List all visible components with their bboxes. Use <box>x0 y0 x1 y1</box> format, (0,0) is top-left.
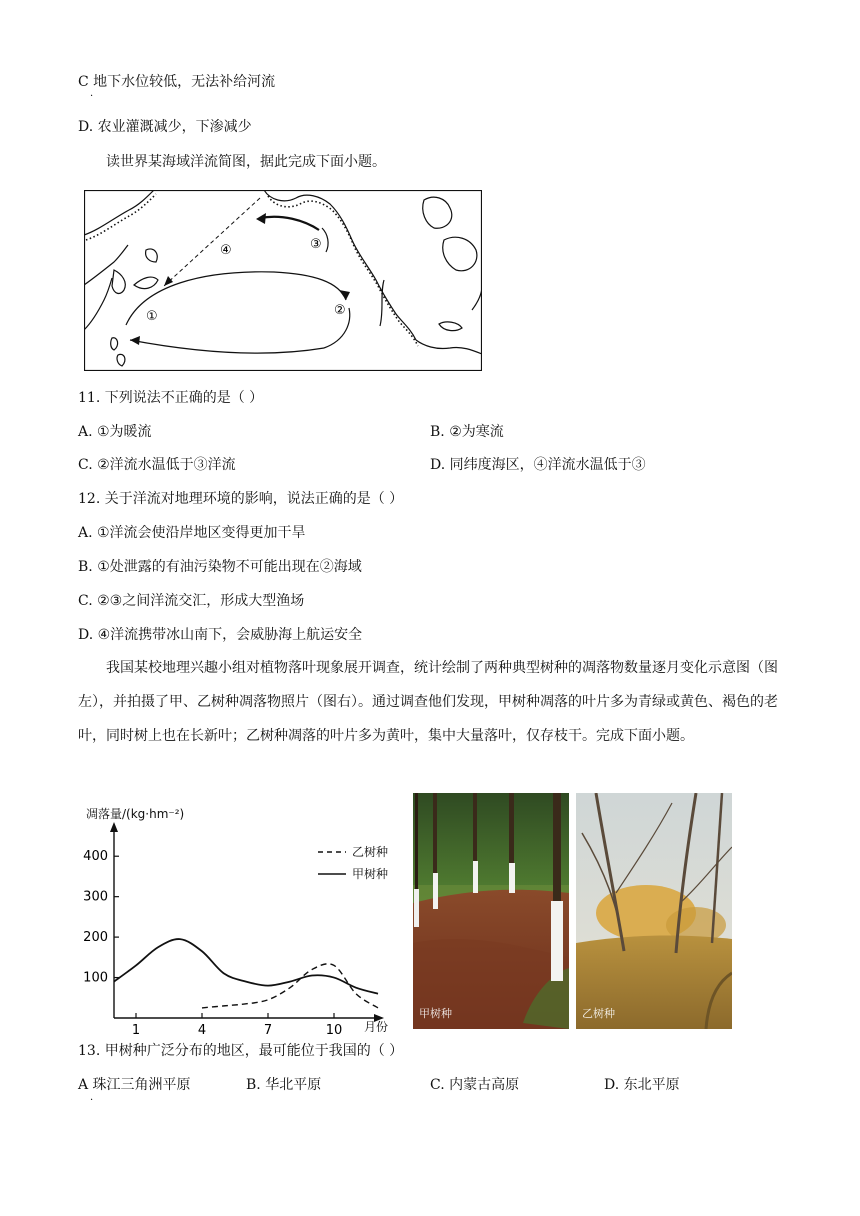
series-line-jia <box>114 939 378 994</box>
litterfall-chart <box>82 796 402 1036</box>
x-tick-label: 7 <box>263 1023 273 1036</box>
dot-mark: · <box>90 1095 94 1106</box>
map-label-3: ③ <box>310 237 322 252</box>
photo-label-jia: 甲树种 <box>419 1007 452 1020</box>
q11-option-c: C. ②洋流水温低于③洋流 <box>78 457 236 473</box>
q13-option-d: D. 东北平原 <box>604 1077 680 1093</box>
q11-option-a: A. ①为暖流 <box>78 424 152 440</box>
tree-intro: 我国某校地理兴趣小组对植物落叶现象展开调查，统计绘制了两种典型树种的凋落物数量逐月变化示意图（图左），并拍摄了甲、乙树种凋落物照片（图右）。通过调查他们发现，甲树种凋落的叶片多为青绿或黄色、褐色的老叶，同时树上也在长新叶；乙树种凋落的叶片多为黄叶，集中大量落叶，仅存枝干。完成下面小题。 <box>78 660 778 744</box>
option-c-prev: C 地下水位较低，无法补给河流 <box>78 74 276 90</box>
q13-option-c: C. 内蒙古高原 <box>430 1077 520 1093</box>
y-tick-label: 100 <box>83 970 108 986</box>
map-label-2: ② <box>334 303 346 318</box>
q11-stem: 11. 下列说法不正确的是（ ） <box>78 390 264 406</box>
q12-option-b: B. ①处泄露的有油污染物不可能出现在②海域 <box>78 559 362 575</box>
legend-label-jia: 甲树种 <box>352 867 389 881</box>
chart-xlabel: 月份 <box>364 1020 389 1034</box>
chart-ylabel: 凋落量/(kg·hm⁻²) <box>86 807 185 821</box>
photo-label-yi: 乙树种 <box>582 1007 615 1020</box>
y-tick-label: 200 <box>83 930 108 946</box>
map-intro: 读世界某海域洋流简图，据此完成下面小题。 <box>106 154 386 170</box>
q11-option-d: D. 同纬度海区，④洋流水温低于③ <box>430 457 646 473</box>
y-tick-label: 300 <box>83 889 108 905</box>
photo-tree-jia <box>413 793 569 1029</box>
x-tick-label: 10 <box>325 1023 343 1036</box>
x-tick-label: 1 <box>131 1023 141 1036</box>
q13-stem: 13. 甲树种广泛分布的地区，最可能位于我国的（ ） <box>78 1043 404 1059</box>
q12-option-c: C. ②③之间洋流交汇，形成大型渔场 <box>78 593 305 609</box>
ocean-current-map <box>84 190 482 371</box>
x-tick-label: 4 <box>197 1023 207 1036</box>
option-d-prev: D. 农业灌溉减少，下渗减少 <box>78 119 252 135</box>
q13-option-a: A 珠江三角洲平原 <box>78 1077 191 1093</box>
q12-option-a: A. ①洋流会使沿岸地区变得更加干旱 <box>78 525 306 541</box>
dot-mark: · <box>90 91 94 102</box>
y-tick-label: 400 <box>83 849 108 865</box>
legend-label-yi: 乙树种 <box>352 845 389 859</box>
map-label-1: ① <box>146 309 158 324</box>
q13-option-b: B. 华北平原 <box>246 1077 322 1093</box>
q12-option-d: D. ④洋流携带冰山南下，会威胁海上航运安全 <box>78 627 363 643</box>
y-axis-arrow <box>110 822 118 832</box>
photo-tree-yi <box>576 793 732 1029</box>
q12-stem: 12. 关于洋流对地理环境的影响，说法正确的是（ ） <box>78 491 404 507</box>
q11-option-b: B. ②为寒流 <box>430 424 504 440</box>
map-label-4: ④ <box>220 243 232 258</box>
